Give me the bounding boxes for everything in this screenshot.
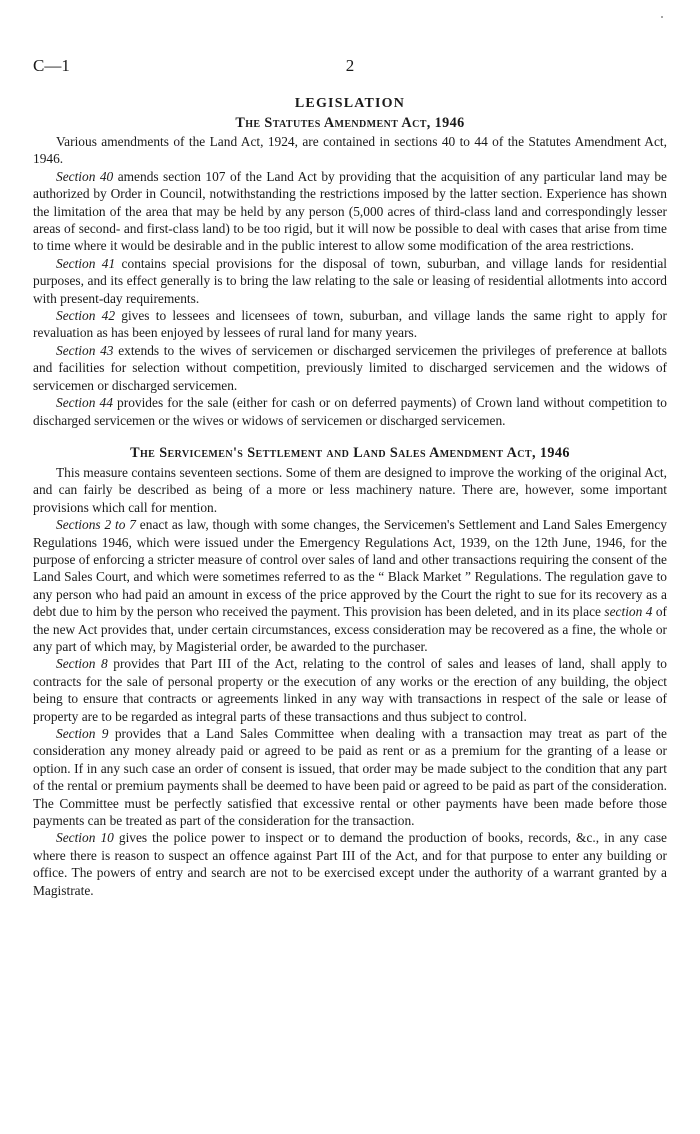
section-text: extends to the wives of servicemen or discharged servicemen the privileges of preference at ballots and facilities for selection without competition, previously limited to discharged servicemen and the widows of servicemen or discharged servicemen.: [33, 342, 667, 393]
act1-section-42: [33, 307, 667, 342]
act1-section-43: [33, 342, 667, 394]
section-text: of the new Act provides that, under certain circumstances, excess consideration may be recovered as a fine, the whole or any part of which may, by Magisterial order, be awarded to the purchaser.: [33, 604, 667, 654]
section-ref: Section 8: [56, 656, 108, 672]
act2-sections-2-to-7: [33, 516, 667, 655]
main-heading: LEGISLATION: [294, 96, 406, 111]
section-ref: Section 44: [56, 395, 113, 411]
section-ref: section 4: [604, 604, 653, 620]
page-number: 2: [345, 56, 355, 75]
section-text: provides that Part III of the Act, relating to the control of sales and leases of land, shall apply to contracts for the sale of personal property or the execution of any works or the erection of any building, the object being to ensure that contracts or agreements linked in any way with transactions in respect of the sale or lease of property are to be regarded as integral parts of these transactions and thus subject to control.: [33, 656, 668, 724]
section-ref: Section 10: [56, 830, 114, 846]
act2-section-10: [33, 829, 667, 899]
section-ref: Section 41: [56, 255, 116, 271]
section-text: amends section 107 of the Land Act by providing that the acquisition of any particular land may be authorized by Order in Council, notwithstanding the restrictions imposed by the latter section. Experience has shown the limitation of the area that may be held by any person (5,000 acres of third-class land and correspondingly lesser areas of second- and first-class land) to be too rigid, but it will now be possible to deal with cases that arise from time to time where it would be desirable and in the public interest to allow some modification of the area restrictions.: [33, 168, 667, 254]
act1-section-40: [33, 168, 667, 255]
section-ref: Section 43: [56, 342, 114, 358]
page-speck: [661, 16, 663, 18]
act1-section-44: [33, 394, 667, 429]
act1-section-41: [33, 255, 667, 307]
section-text: provides for the sale (either for cash or on deferred payments) of Crown land without competition to discharged servicemen or the wives or widows of servicemen or discharged servicemen.: [33, 395, 667, 428]
section-text: enact as law, though with some changes, the Servicemen's Settlement and Land Sales Emergency Regulations 1946, which were issued under the Emergency Regulations Act, 1939, on the 12th June, 1946, for the purpose of enforcing a stricter measure of control over sales of land and other transactions requiring the consent of the Land Sales Court, and which were sometimes referred to as the “ Black Market ” Regulations. The regulation gave to any person who had paid an amount in excess of the price approved by the Court the right to sue for its recovery as a debt due to him by the person who received the payment. This provision has been deleted, and in its place: [33, 517, 668, 620]
section-ref: Section 40: [56, 168, 114, 184]
section-text: provides that a Land Sales Committee when dealing with a transaction may treat as part of the consideration any money already paid or agreed to be paid as rent or as a premium for the granting of a lease or option. If in any such case an order of consent is issued, that order may be made subject to the condition that any part of the rental or premium payments shall be deemed to have been paid or agreed to be paid as part of the consideration. The Committee must be perfectly satisfied that excessive rental or other payments have been made before those payments can be treated as part of the consideration for the transaction.: [33, 726, 668, 829]
act1-intro: Various amendments of the Land Act, 1924, are contained in sections 40 to 44 of the Statutes Amendment Act, 1946.: [33, 134, 667, 167]
section-text: gives the police power to inspect or to demand the production of books, records, &c., in any case where there is reason to suspect an offence against Part III of the Act, and for that purpose to enter any building or office. The powers of entry and search are not to be exercised except under the authority of a warrant granted by a Magistrate.: [33, 830, 667, 898]
act2-section-9: [33, 725, 667, 829]
act2-intro: This measure contains seventeen sections. Some of them are designed to improve the working of the original Act, and can fairly be described as being of a more or less machinery nature. There are, however, some important provisions which call for mention.: [33, 464, 667, 515]
section-ref: Sections 2 to 7: [56, 517, 136, 533]
act1-title: The Statutes Amendment Act, 1946: [235, 115, 465, 131]
section-ref: Section 9: [56, 726, 109, 741]
section-text: gives to lessees and licensees of town, suburban, and village lands the same right to apply for revaluation as has been enjoyed by lessees of rural land for many years.: [33, 308, 667, 341]
page-body: [33, 95, 667, 899]
section-ref: Section 42: [56, 308, 116, 324]
document-id: C—1: [33, 56, 70, 75]
act2-section-8: [33, 655, 667, 725]
act2-title: The Servicemen's Settlement and Land Sales Amendment Act, 1946: [130, 444, 570, 461]
section-text: contains special provisions for the disposal of town, suburban, and village lands for residential purposes, and its effect generally is to bring the law relating to the sale or leasing of residential allotments into accord with present-day requirements.: [33, 255, 668, 306]
